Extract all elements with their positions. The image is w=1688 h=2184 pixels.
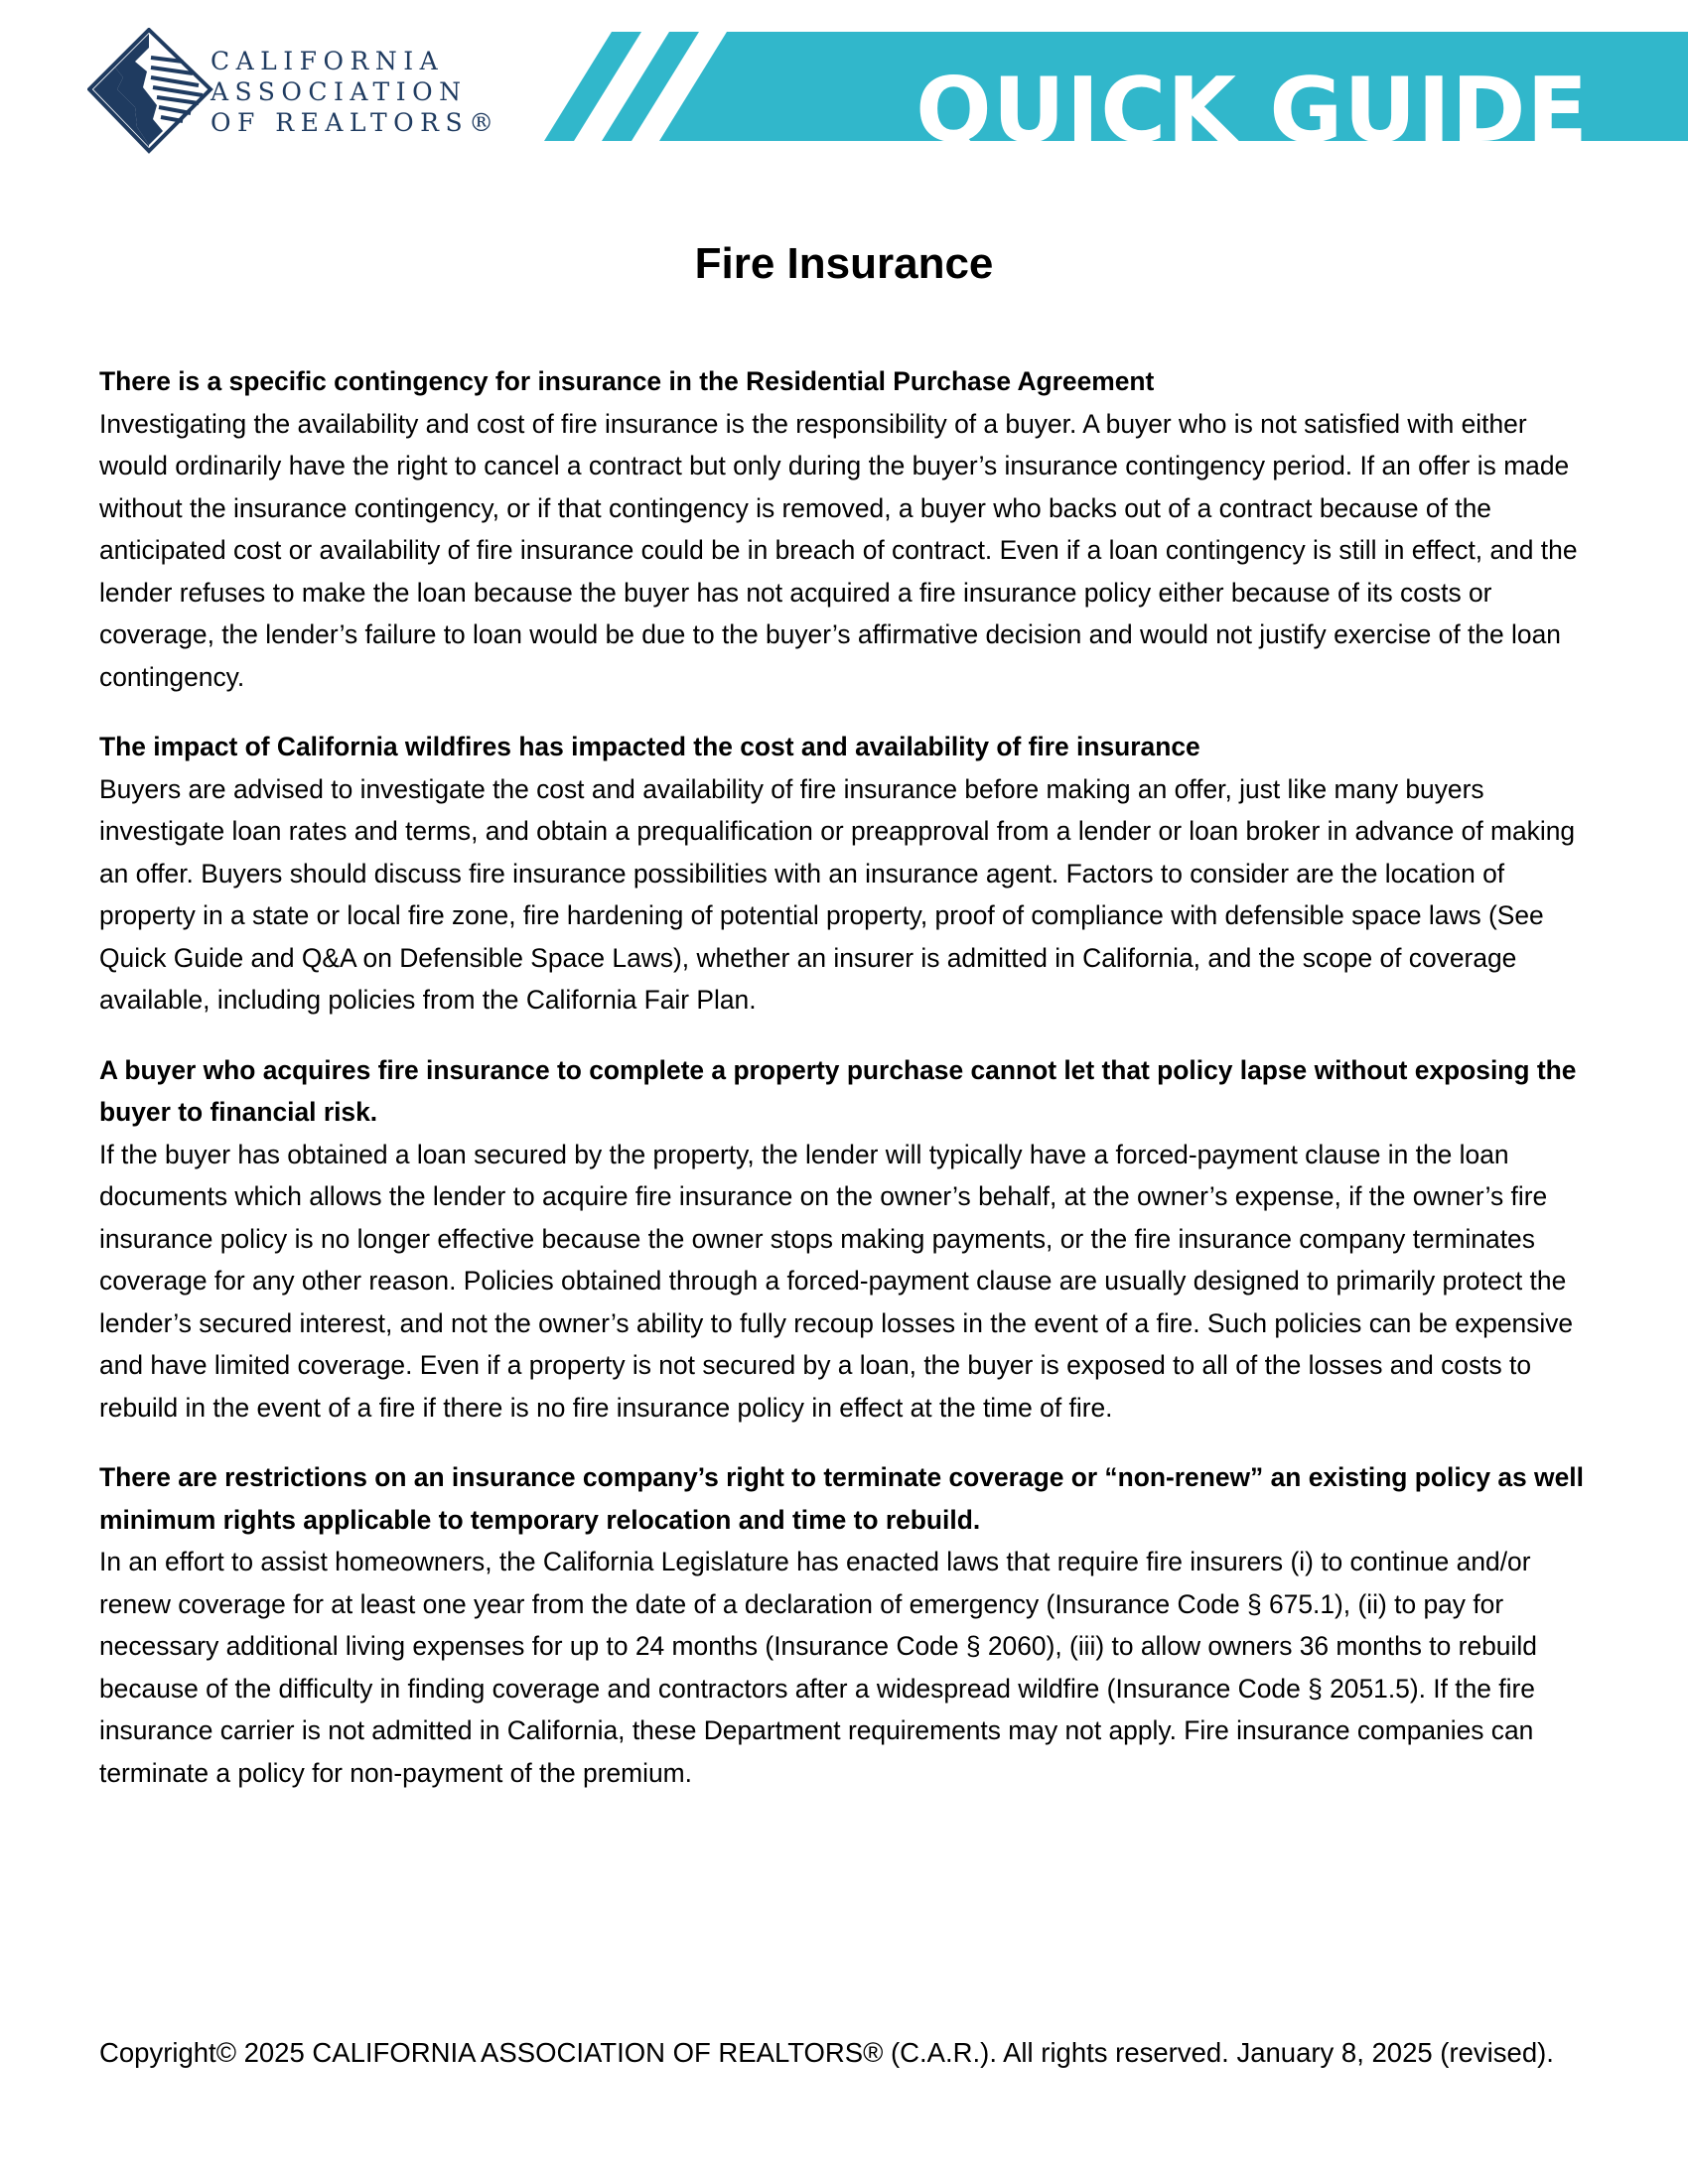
car-logo xyxy=(87,28,524,155)
document-body xyxy=(99,360,1594,1822)
section-heading: The impact of California wildfires has impacted the cost and availability of fire insurance xyxy=(99,732,1200,761)
logo-line-1: CALIFORNIA xyxy=(211,47,445,75)
section-wildfire-impact xyxy=(99,726,1594,1022)
section-body: Buyers are advised to investigate the cost and availability of fire insurance before making an offer, just like many buyers investigate loan rates and terms, and obtain a prequalification or preapproval from a lender or loan broker in advance of making an offer. Buyers should discuss fire insurance possibilities with an insurance agent. Factors to consider are the location of property in a state or local fire zone, fire hardening of potential property, proof of compliance with defensible space laws (See Quick Guide and Q&A on Defensible Space Laws), whether an insurer is admitted in California, and the scope of coverage available, including policies from the California Fair Plan. xyxy=(99,773,1576,1015)
logo-wordmark xyxy=(211,46,500,138)
copyright-footer: Copyright© 2025 CALIFORNIA ASSOCIATION OF REALTORS® (C.A.R.). All rights reserved. January 8, 2025 (revised). xyxy=(99,2037,1554,2068)
page-title: Fire Insurance xyxy=(694,239,994,288)
section-heading: There are restrictions on an insurance company’s right to terminate coverage or “non-renew” an existing policy as well minimum rights applicable to temporary relocation and time to rebuild. xyxy=(99,1462,1584,1535)
quick-guide-banner xyxy=(544,32,1688,163)
section-body: If the buyer has obtained a loan secured by the property, the lender will typically have a forced-payment clause in the loan documents which allows the lender to acquire fire insurance on the owner’s behalf, at the owner’s expense, if the owner’s fire insurance policy is no longer effective because the owner stops making payments, or the fire insurance company terminates coverage for any other reason. Policies obtained through a forced-payment clause are usually designed to primarily protect the lender’s secured interest, and not the owner’s ability to fully recoup losses in the event of a fire. Such policies can be expensive and have limited coverage. Even if a property is not secured by a loan, the buyer is exposed to all of the losses and costs to rebuild in the event of a fire if there is no fire insurance policy in effect at the time of fire. xyxy=(99,1139,1574,1423)
section-insurance-contingency xyxy=(99,360,1594,698)
logo-line-3: OF REALTORS® xyxy=(211,108,500,137)
section-body: Investigating the availability and cost of fire insurance is the responsibility of a buyer. A buyer who is not satisfied with either would ordinarily have the right to cancel a contract but only during the buyer’s insurance contingency period. If an offer is made without the insurance contingency, or if that contingency is removed, a buyer who backs out of a contract because of the anticipated cost or availability of fire insurance could be in breach of contract. Even if a loan contingency is still in effect, and the lender refuses to make the loan because the buyer has not acquired a fire insurance policy either because of its costs or coverage, the lender’s failure to loan would be due to the buyer’s affirmative decision and would not justify exercise of the loan contingency. xyxy=(99,408,1578,692)
section-policy-lapse xyxy=(99,1049,1594,1430)
california-state-logo-icon xyxy=(87,28,214,155)
section-heading: There is a specific contingency for insurance in the Residential Purchase Agreement xyxy=(99,366,1155,396)
section-body: In an effort to assist homeowners, the California Legislature has enacted laws that require fire insurers (i) to continue and/or renew coverage for at least one year from the date of a declaration of emergency (Insurance Code § 675.1), (ii) to pay for necessary additional living expenses for up to 24 months (Insurance Code § 2060), (iii) to allow owners 36 months to rebuild because of the difficulty in finding coverage and contractors after a widespread wildfire (Insurance Code § 2051.5). If the fire insurance carrier is not admitted in California, these Department requirements may not apply. Fire insurance companies can terminate a policy for non-payment of the premium. xyxy=(99,1547,1537,1788)
logo-line-2: ASSOCIATION xyxy=(211,77,468,106)
section-termination-restrictions xyxy=(99,1456,1594,1794)
section-heading: A buyer who acquires fire insurance to complete a property purchase cannot let that policy lapse without exposing the buyer to financial risk. xyxy=(99,1054,1577,1127)
banner-title: QUICK GUIDE xyxy=(915,59,1589,163)
